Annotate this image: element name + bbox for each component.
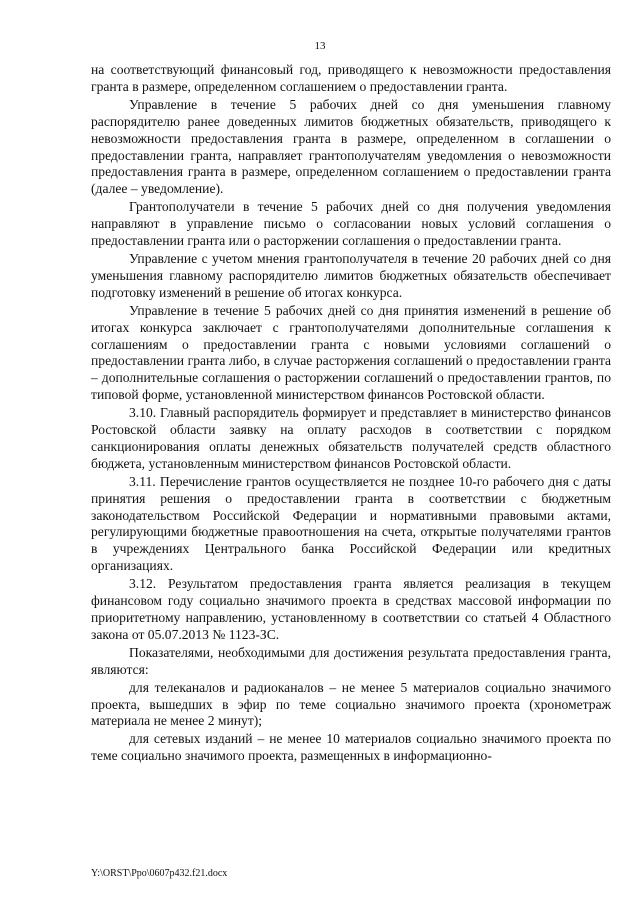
paragraph-3-10: 3.10. Главный распорядитель формирует и представляет в министерство финансов Ростовской области заявку на оплату расходов в соответствии с порядком санкционирования оплаты денежных обязательств получателей средств областного бюджета, установленным министерством финансов Ростовской области. bbox=[91, 405, 611, 471]
paragraph-online-media-indicator: для сетевых изданий – не менее 10 материалов социально значимого проекта по теме социально значимого проекта, размещенных в информационно- bbox=[91, 731, 611, 764]
page-number: 13 bbox=[314, 40, 326, 52]
paragraph-limit-reduction-notice: Управление в течение 5 рабочих дней со дня уменьшения главному распорядителю ранее доведенных лимитов бюджетных обязательств, приводящего к невозможности предоставления гранта в размере, определенном в соглашении о предоставлении гранта, направляет грантополучателям уведомления о невозможности предоставления гранта в размере, определенном соглашением о предоставлении гранта (далее – уведомление). bbox=[91, 96, 611, 197]
document-body bbox=[91, 62, 611, 766]
paragraph-additional-agreements: Управление в течение 5 рабочих дней со дня принятия изменений в решение об итогах конкурса заключает с грантополучателями дополнительные соглашения к соглашениям о предоставлении гранта с новыми условиями соглашений о предоставлении гранта либо, в случае расторжения соглашений о предоставлении гранта – дополнительные соглашения о расторжении соглашений о предоставлении грантов, по типовой форме, установленной министерством финансов Ростовской области. bbox=[91, 302, 611, 403]
paragraph-3-11: 3.11. Перечисление грантов осуществляется не позднее 10-го рабочего дня с даты принятия решения о предоставлении гранта в соответствии с бюджетным законодательством Российской Федерации и нормативными правовыми актами, регулирующими бюджетные правоотношения на счета, открытые получателями грантов в учреждениях Центрального банка Российской Федерации или кредитных организациях. bbox=[91, 473, 611, 574]
paragraph-indicators-intro: Показателями, необходимыми для достижения результата предоставления гранта, являются: bbox=[91, 644, 611, 677]
paragraph-3-12: 3.12. Результатом предоставления гранта является реализация в текущем финансовом году социально значимого проекта в средствах массовой информации по приоритетному направлению, установленному в соответствии со статьей 4 Областного закона от 05.07.2013 № 1123-ЗС. bbox=[91, 576, 611, 642]
paragraph-decision-changes: Управление с учетом мнения грантополучателя в течение 20 рабочих дней со дня уменьшения главному распорядителю лимитов бюджетных обязательств обеспечивает подготовку изменений в решение об итогах конкурса. bbox=[91, 250, 611, 300]
footer-file-path: Y:\ORST\Ppo\0607p432.f21.docx bbox=[91, 868, 228, 879]
paragraph-continuation: на соответствующий финансовый год, приводящего к невозможности предоставления гранта в размере, определенном соглашением о предоставлении гранта. bbox=[91, 62, 611, 94]
paragraph-tv-radio-indicator: для телеканалов и радиоканалов – не менее 5 материалов социально значимого проекта, вышедших в эфир по теме социально значимого проекта (хронометраж материала не менее 2 минут); bbox=[91, 679, 611, 729]
paragraph-grantee-response: Грантополучатели в течение 5 рабочих дней со дня получения уведомления направляют в управление письмо о согласовании новых условий соглашения о предоставлении гранта или о расторжении соглашения о предоставлении гранта. bbox=[91, 199, 611, 249]
